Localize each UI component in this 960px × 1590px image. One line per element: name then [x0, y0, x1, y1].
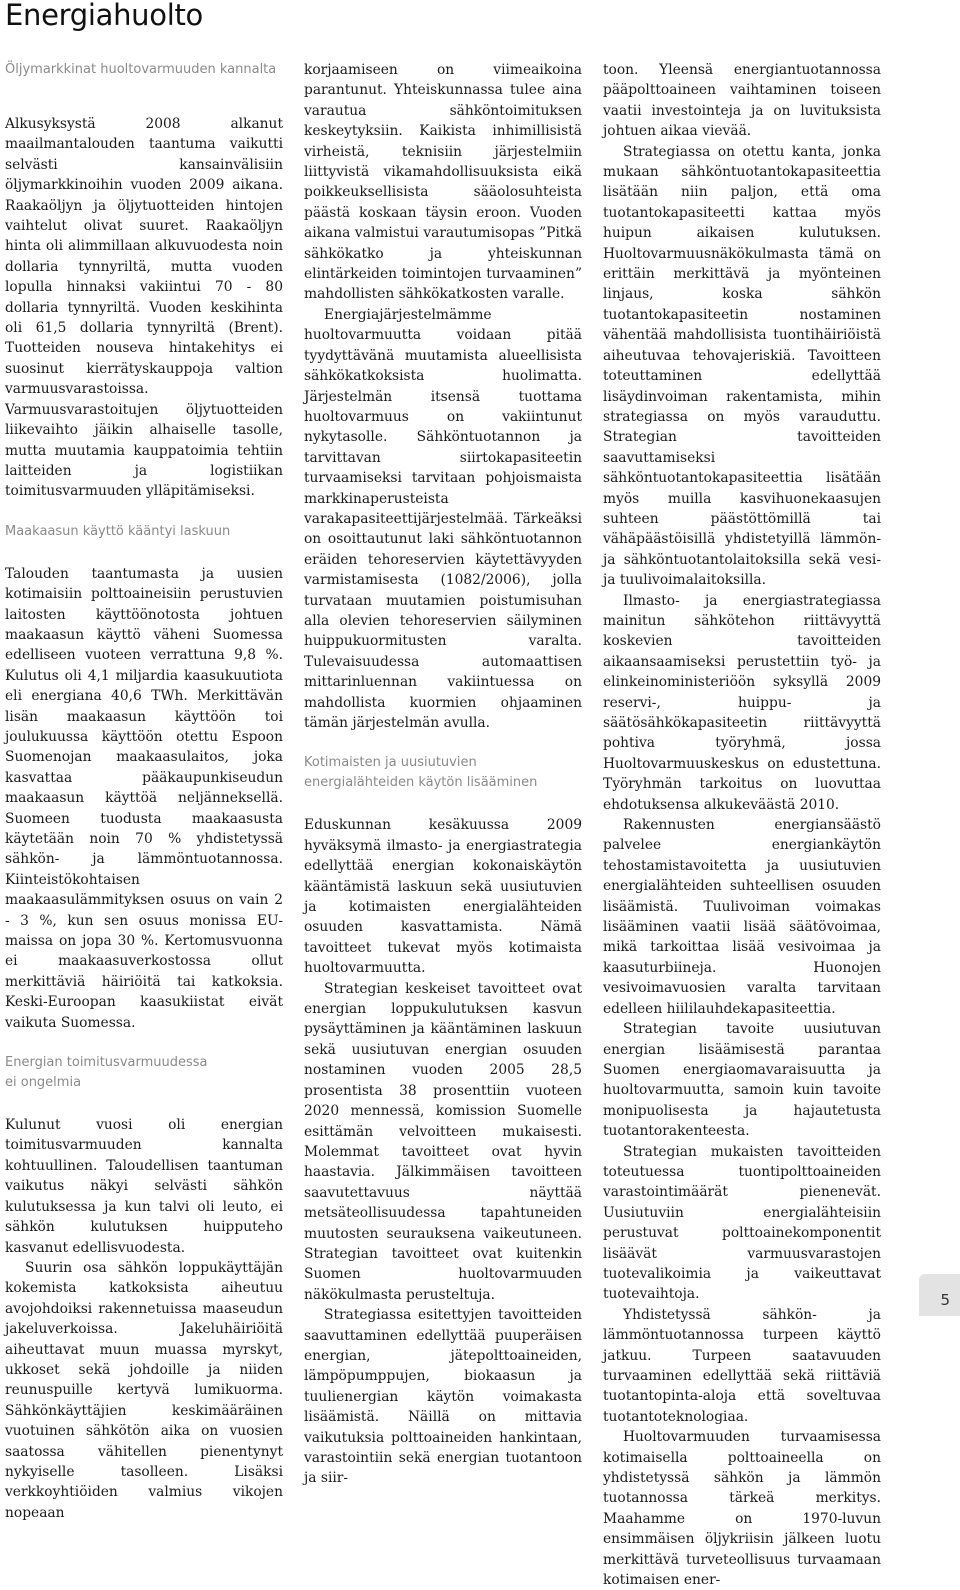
paragraph: korjaamiseen on viimeaikoina parantunut. Yhteiskunnassa tulee aina varautua sähköntoimituksen keskeytyksiin. Kaikista inhimillisistä virheistä, teknisiin järjestelmiin liittyvistä vikamahdollisuuksista eikä poikkeuksellisista sääolosuhteista päästä koskaan täysin eroon. Vuoden aikana valmistui varautumisopas ”Pitkä sähkökatko ja yhteiskunnan elintärkeiden toimintojen turvaaminen” mahdollisten sähkökatkosten varalle. — [304, 62, 582, 303]
paragraph: Strategiassa esitettyjen tavoitteiden saavuttaminen edellyttää puuperäisen energian, jätepolttoaineiden, lämpöpumppujen, biokaasun ja tuulienergian käytön voimakasta lisäämistä. Näillä on mittavia vaikutuksia polttoaineiden hankintaan, varastointiin sekä energian tuotantoon ja siir- — [304, 1307, 582, 1487]
section-heading-energy-supply — [5, 1053, 283, 1093]
heading-line: Energian toimitusvarmuudessa — [5, 1055, 208, 1071]
heading-line: Kotimaisten ja uusiutuvien — [304, 755, 477, 771]
paragraph: Strategian keskeiset tavoitteet ovat energian loppukulutuksen kasvun pysäyttäminen ja kääntäminen laskuun sekä uusiutuvan energian osuuden nostaminen vuoden 2005 28,5 prosentista 38 prosenttiin vuoteen 2020 mennessä, komission Suomelle esittämän velvoitteen mukaisesti. Molemmat tavoitteet ovat hyvin haastavia. Jälkimmäisen tavoitteen saavutettavuus näyttää metsäteollisuudessa tapahtuneiden muutosten seurauksena vaikeutuneen. Strategian tavoitteet ovat kuitenkin Suomen huoltovarmuuden näkökulmasta perusteltuja. — [304, 980, 582, 1303]
paragraph: Strategian tavoite uusiutuvan energian lisäämisestä parantaa Suomen energiaomavaraisuutta ja huoltovarmuutta, samoin kuin tavoite monipuolisesta ja hajautetusta tuotantorakenteesta. — [603, 1021, 881, 1140]
paragraph: Suurin osa sähkön loppukäyttäjän kokemista katkoksista aiheutuu avojohdoiksi rakennetuissa maaseudun jakeluverkoissa. Jakeluhäiriöitä aiheuttavat muun muassa myrskyt, ukkoset sekä johdoille ja niiden reunuspuille kertyvä lumikuorma. Sähkönkäyttäjien keskimääräinen vuotuinen sähkötön aika on vuosien saatossa vähitellen pienentynyt nykyiselle tasolleen. Lisäksi verkkoyhtiöiden valmius vikojen nopeaan — [5, 1259, 283, 1521]
column-3 — [603, 60, 881, 1590]
paragraph: Strategiassa on otettu kanta, jonka mukaan sähköntuotantokapasiteettia lisätään niin paljon, että oma tuotantokapasiteetti kattaa myös huipun aikaisen kulutuksen. Huoltovarmuusnäkökulmasta tämä on erittäin merkittävä ja myönteinen linjaus, koska sähkön tuotantokapasiteetin nostaminen vähentää mahdollisista tuontihäiriöistä aiheutuvaa tehovajeriskiä. Tavoitteen toteuttaminen edellyttää lisäydinvoiman rakentamista, mihin strategiassa on myös varauduttu. Strategian tavoitteiden saavuttamiseksi sähköntuotantokapasiteettia lisätään myös muilla kasvihuonekaasujen suhteen päästöttömillä tai vähäpäästöisillä yhdistetyillä lämmön- ja sähköntuotantolaitoksilla sekä vesi- ja tuulivoimalaitoksilla. — [603, 143, 881, 589]
column-1 — [5, 60, 283, 1523]
page-number-tab — [919, 1274, 960, 1316]
page-title: Energiahuolto — [5, 0, 203, 32]
page-number: 5 — [940, 1291, 950, 1309]
paragraph: Kulunut vuosi oli energian toimitusvarmuuden kannalta kohtuullinen. Taloudellisen taantuman vaikutus näkyi selvästi sähkön kulutuksessa ja kun talvi oli leuto, ei sähkön kulutuksen huipputeho kasvanut edellisvuodesta. — [5, 1117, 283, 1256]
section-heading-domestic-renewables — [304, 753, 582, 793]
section-heading-oil-markets: Öljymarkkinat huoltovarmuuden kannalta — [5, 62, 277, 77]
section-heading-natural-gas: Maakaasun käyttö kääntyi laskuun — [5, 523, 231, 539]
column-2 — [304, 60, 582, 1489]
paragraph: Strategian mukaisten tavoitteiden toteutuessa tuontipolttoaineiden varastointimäärät pienenevät. Uusiutuviin energialähteisiin perustuvat polttoainekomponentit lisäävät varmuusvarastojen tuotevalikoimia ja vaikeuttavat tuotevaihtoja. — [603, 1143, 881, 1303]
heading-line: ei ongelmia — [5, 1075, 82, 1091]
paragraph: Rakennusten energiansäästö palvelee energiankäytön tehostamistavoitetta ja uusiutuvien energialähteiden suhteellisen osuuden lisäämistä. Tuulivoiman voimakas lisääminen vaatii lisää säätövoimaa, mikä tarkoittaa lisää vesivoimaa ja kaasuturbiineja. Huonojen vesivoimavuosien varalta tarvitaan edelleen hiililauhdekapasiteettia. — [603, 817, 881, 1017]
paragraph: Energiajärjestelmämme huoltovarmuutta voidaan pitää tyydyttävänä muutamista alueellisista sähkökatkoksista huolimatta. Järjestelmän itsensä tuottama huoltovarmuus on vakiintunut nykytasolle. Sähköntuotannon ja tarvittavan siirtokapasiteetin turvaamiseksi tarvitaan pohjoismaista markkinaperusteista varakapasiteettijärjestelmää. Tärkeäksi on osoittautunut laki sähköntuotannon eräiden tehoreservien käytettävyyden varmistamisesta (1082/2006), jolla turvataan muutamien poistumisuhan alla olevien tehoreservien säilyminen huippukuormitusten varalta. Tulevaisuudessa automaattisen mittarinluennan vakiintuessa on mahdollista kuormien ohjaaminen tämän järjestelmän avulla. — [304, 306, 582, 731]
paragraph: Yhdistetyssä sähkön- ja lämmöntuotannossa turpeen käyttö jatkuu. Turpeen saatavuuden turvaaminen edellyttää sekä riittäviä tuotantopinta-aloja että soveltuvaa tuotantoteknologiaa. — [603, 1306, 881, 1425]
paragraph: toon. Yleensä energiantuotannossa pääpolttoaineen vaihtaminen toiseen vaatii investointeja ja on luvituksista johtuen aikaa vievää. — [603, 62, 881, 140]
heading-line: energialähteiden käytön lisääminen — [304, 775, 538, 791]
paragraph: Huoltovarmuuden turvaamisessa kotimaisella polttoaineella on yhdistetyssä sähkön ja lämmön tuotannossa tärkeä merkitys. Maahamme on 1970-luvun ensimmäisen öljykriisin jälkeen luotu merkittävä turveteollisuus turvaamaan kotimaisen ener- — [603, 1429, 881, 1589]
paragraph: Talouden taantumasta ja uusien kotimaisiin polttoaineisiin perustuvien laitosten käyttöönotosta johtuen maakaasun käyttö väheni Suomessa edelliseen vuoteen verrattuna 9,8 %. Kulutus oli 4,1 miljardia kaasukuutiota eli energiana 40,6 TWh. Merkittävän lisän maakaasun käyttöön toi joulukuussa käyttöön otettu Espoon Suomenojan maakaasulaitos, joka kasvattaa pääkaupunkiseudun maakaasun käyttöä neljänneksellä. Suomeen tuodusta maakaasusta käytetään noin 70 % yhdistetyssä sähkön- ja lämmöntuotannossa. Kiinteistökohtaisen maakaasulämmityksen osuus on vain 2 - 3 %, kun sen osuus monissa EU-maissa on jopa 30 %. Kertomusvuonna ei maakaasuverkostossa ollut merkittäviä häiriöitä tai katkoksia. Keski-Euroopan kaasukiistat eivät vaikuta Suomessa. — [5, 565, 283, 1031]
paragraph: Alkusyksystä 2008 alkanut maailmantalouden taantuma vaikutti selvästi kansainvälisiin öljymarkkinoihin vuoden 2009 aikana. Raakaöljyn ja öljytuotteiden hintojen vaihtelut olivat suuret. Raakaöljyn hinta oli alimmillaan alkuvuodesta noin dollaria tynnyriltä, mutta vuoden lopulla hinnaksi vakiintui 70 - 80 dollaria tynnyriltä. Vuoden keskihinta oli 61,5 dollaria tynnyriltä (Brent). Tuotteiden nouseva hintakehitys ei suosinut kierrätyskauppoja valtion varmuusvarastoissa. Varmuusvarastoitujen öljytuotteiden liikevaihto jäikin alhaiselle tasolle, mutta muutamia kauppatoimia tehtiin laitteiden ja logistiikan toimitusvarmuuden ylläpitämiseksi. — [5, 116, 283, 500]
paragraph: Eduskunnan kesäkuussa 2009 hyväksymä ilmasto- ja energiastrategia edellyttää energian kokonaiskäytön kääntämistä laskuun sekä uusiutuvien ja kotimaisten energialähteiden osuuden kasvattamista. Nämä tavoitteet tukevat myös kotimaista huoltovarmuutta. — [304, 817, 582, 977]
paragraph: Ilmasto- ja energiastrategiassa mainitun sähkötehon riittävyyttä koskevien tavoitteiden aikaansaamiseksi perustettiin työ- ja elinkeinoministeriöön syksyllä 2009 reservi-, huippu- ja säätösähkökapasiteetin riittävyyttä pohtiva työryhmä, jossa Huoltovarmuuskeskus on edustettuna. Työryhmän tarkoitus on luovuttaa ehdotuksensa alkukeväästä 2010. — [603, 592, 881, 813]
